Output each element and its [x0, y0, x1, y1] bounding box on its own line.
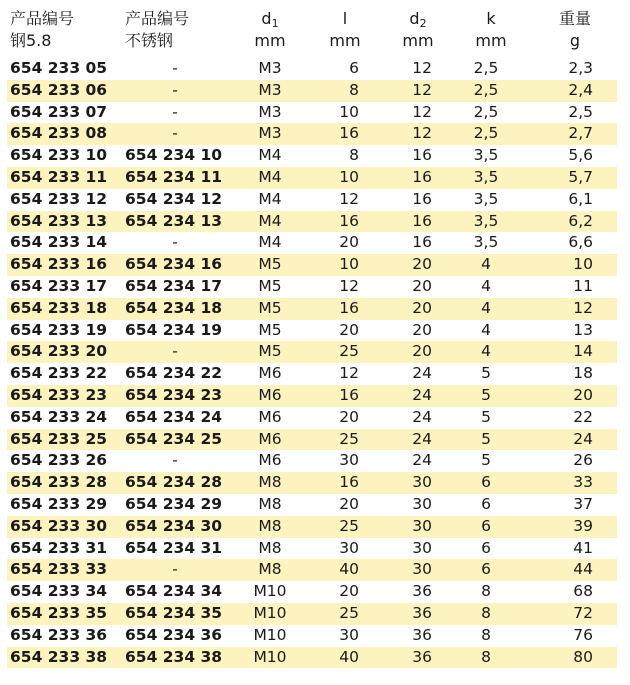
weight-cell: 76	[573, 625, 593, 644]
length-l-cell: 20	[339, 320, 359, 339]
table-row	[7, 341, 617, 363]
head-height-k-cell: 8	[481, 582, 491, 601]
article-number-stainless-cell: -	[172, 102, 178, 121]
article-number-steel-cell: 654 233 33	[10, 560, 108, 579]
thread-d1-cell: M4	[258, 168, 282, 186]
thread-d1-cell: M3	[258, 124, 282, 143]
head-height-k-cell: 6	[481, 495, 491, 513]
thread-d1-cell: M6	[258, 407, 282, 426]
thread-d1-cell: M8	[258, 538, 282, 557]
header-d1	[245, 8, 295, 52]
article-number-steel-cell: 654 233 23	[10, 386, 108, 404]
article-number-stainless-cell: -	[172, 342, 178, 361]
article-number-steel-cell: 654 233 16	[10, 255, 108, 274]
head-height-k-cell: 5	[481, 386, 491, 404]
article-number-steel-cell: 654 233 18	[10, 298, 108, 317]
weight-cell: 13	[573, 320, 593, 339]
table-row	[7, 123, 617, 145]
length-l-cell: 25	[339, 604, 359, 622]
length-l-cell: 8	[349, 146, 359, 165]
thread-d1-cell: M10	[253, 625, 287, 644]
header-k	[466, 8, 516, 52]
article-number-steel-cell: 654 233 31	[10, 538, 108, 557]
head-height-k-cell: 5	[481, 407, 491, 426]
article-number-steel-cell: 654 233 14	[10, 233, 108, 252]
diameter-d2-cell: 20	[412, 342, 432, 361]
article-number-stainless-cell: 654 234 29	[125, 495, 223, 513]
table-row	[7, 450, 617, 472]
header-article-steel-label: 产品编号	[10, 9, 75, 28]
diameter-d2-cell: 16	[412, 211, 432, 230]
diameter-d2-cell: 24	[412, 429, 432, 448]
head-height-k-cell: 6	[481, 560, 491, 579]
table-row	[7, 232, 617, 254]
length-l-cell: 10	[339, 102, 359, 121]
diameter-d2-cell: 20	[412, 298, 432, 317]
head-height-k-cell: 2,5	[473, 102, 499, 121]
thread-d1-cell: M6	[258, 451, 282, 470]
diameter-d2-cell: 36	[412, 647, 432, 666]
article-number-stainless-cell: 654 234 36	[125, 625, 223, 644]
table-row	[7, 102, 617, 124]
header-l-symbol: l	[342, 9, 348, 28]
weight-cell: 39	[573, 516, 593, 535]
header-d2	[393, 8, 443, 52]
diameter-d2-cell: 24	[412, 386, 432, 404]
thread-d1-cell: M4	[258, 146, 282, 165]
diameter-d2-cell: 36	[412, 604, 432, 622]
weight-cell: 11	[573, 277, 593, 295]
thread-d1-cell: M4	[258, 211, 282, 230]
article-number-steel-cell: 654 233 07	[10, 102, 108, 121]
header-article-steel-material: 钢5.8	[10, 31, 52, 50]
article-number-steel-cell: 654 233 11	[10, 168, 108, 186]
weight-cell: 24	[573, 429, 593, 448]
diameter-d2-cell: 12	[412, 124, 432, 143]
article-number-steel-cell: 654 233 08	[10, 124, 108, 143]
length-l-cell: 12	[339, 364, 359, 383]
weight-cell: 18	[573, 364, 593, 383]
article-number-stainless-cell: 654 234 16	[125, 255, 223, 274]
weight-cell: 6,6	[568, 233, 593, 252]
weight-cell: 41	[573, 538, 593, 557]
article-number-stainless-cell: 654 234 19	[125, 320, 223, 339]
diameter-d2-cell: 30	[412, 473, 432, 492]
diameter-d2-cell: 24	[412, 364, 432, 383]
diameter-d2-cell: 36	[412, 625, 432, 644]
diameter-d2-cell: 12	[412, 102, 432, 121]
head-height-k-cell: 2,5	[473, 124, 499, 143]
diameter-d2-cell: 30	[412, 495, 432, 513]
head-height-k-cell: 6	[481, 516, 491, 535]
table-row	[7, 167, 617, 189]
table-row	[7, 581, 617, 603]
article-number-stainless-cell: 654 234 22	[125, 364, 223, 383]
article-number-steel-cell: 654 233 35	[10, 604, 108, 622]
length-l-cell: 10	[339, 168, 359, 186]
article-number-steel-cell: 654 233 19	[10, 320, 108, 339]
head-height-k-cell: 8	[481, 647, 491, 666]
article-number-stainless-cell: 654 234 30	[125, 516, 223, 535]
thread-d1-cell: M3	[258, 102, 282, 121]
weight-cell: 2,3	[568, 59, 593, 77]
weight-cell: 72	[573, 604, 593, 622]
header-d1-subscript: 1	[271, 17, 279, 30]
article-number-steel-cell: 654 233 26	[10, 451, 108, 470]
diameter-d2-cell: 36	[412, 582, 432, 601]
length-l-cell: 30	[339, 625, 359, 644]
head-height-k-cell: 2,5	[473, 59, 499, 77]
diameter-d2-cell: 16	[412, 189, 432, 208]
header-article-steel	[10, 8, 74, 52]
weight-cell: 2,5	[568, 102, 593, 121]
head-height-k-cell: 3,5	[473, 211, 499, 230]
article-number-stainless-cell: 654 234 17	[125, 277, 223, 295]
table-row	[7, 603, 617, 625]
thread-d1-cell: M10	[253, 647, 287, 666]
length-l-cell: 10	[339, 255, 359, 274]
table-row	[7, 647, 617, 669]
article-number-steel-cell: 654 233 28	[10, 473, 108, 492]
head-height-k-cell: 3,5	[473, 146, 499, 165]
table-row	[7, 276, 617, 298]
weight-cell: 5,7	[568, 168, 593, 186]
length-l-cell: 12	[339, 189, 359, 208]
length-l-cell: 8	[349, 80, 359, 99]
length-l-cell: 16	[339, 386, 359, 404]
header-weight	[545, 8, 605, 52]
length-l-cell: 20	[339, 233, 359, 252]
table-row	[7, 320, 617, 342]
article-number-stainless-cell: 654 234 38	[125, 647, 223, 666]
diameter-d2-cell: 16	[412, 233, 432, 252]
thread-d1-cell: M5	[258, 277, 282, 295]
thread-d1-cell: M4	[258, 233, 282, 252]
head-height-k-cell: 5	[481, 451, 491, 470]
article-number-steel-cell: 654 233 12	[10, 189, 108, 208]
weight-cell: 2,4	[568, 80, 593, 99]
length-l-cell: 25	[339, 342, 359, 361]
head-height-k-cell: 3,5	[473, 189, 499, 208]
header-l	[320, 8, 370, 52]
table-header	[0, 8, 630, 58]
article-number-steel-cell: 654 233 17	[10, 277, 108, 295]
table-row	[7, 407, 617, 429]
diameter-d2-cell: 12	[412, 59, 432, 77]
table-row	[7, 538, 617, 560]
table-row	[7, 254, 617, 276]
diameter-d2-cell: 12	[412, 80, 432, 99]
article-number-steel-cell: 654 233 30	[10, 516, 108, 535]
article-number-stainless-cell: -	[172, 124, 178, 143]
article-number-stainless-cell: 654 234 35	[125, 604, 223, 622]
thread-d1-cell: M8	[258, 560, 282, 579]
length-l-cell: 25	[339, 429, 359, 448]
article-number-steel-cell: 654 233 36	[10, 625, 108, 644]
article-number-stainless-cell: -	[172, 80, 178, 99]
article-number-steel-cell: 654 233 29	[10, 495, 108, 513]
length-l-cell: 30	[339, 451, 359, 470]
table-row	[7, 211, 617, 233]
weight-cell: 68	[573, 582, 593, 601]
diameter-d2-cell: 20	[412, 255, 432, 274]
head-height-k-cell: 3,5	[473, 233, 499, 252]
diameter-d2-cell: 24	[412, 407, 432, 426]
thread-d1-cell: M5	[258, 320, 282, 339]
head-height-k-cell: 5	[481, 364, 491, 383]
thread-d1-cell: M10	[253, 582, 287, 601]
thread-d1-cell: M5	[258, 255, 282, 274]
thread-d1-cell: M6	[258, 364, 282, 383]
thread-d1-cell: M5	[258, 342, 282, 361]
weight-cell: 10	[573, 255, 593, 274]
weight-cell: 22	[573, 407, 593, 426]
thread-d1-cell: M8	[258, 516, 282, 535]
length-l-cell: 16	[339, 124, 359, 143]
article-number-stainless-cell: 654 234 25	[125, 429, 223, 448]
article-number-stainless-cell: 654 234 18	[125, 298, 223, 317]
header-weight-label: 重量	[558, 9, 591, 28]
table-row	[7, 559, 617, 581]
weight-cell: 12	[573, 298, 593, 317]
length-l-cell: 20	[339, 495, 359, 513]
head-height-k-cell: 3,5	[473, 168, 499, 186]
table-row	[7, 363, 617, 385]
header-k-symbol: k	[486, 9, 496, 28]
head-height-k-cell: 5	[481, 429, 491, 448]
header-d2-unit: mm	[402, 31, 434, 50]
thread-d1-cell: M10	[253, 604, 287, 622]
length-l-cell: 16	[339, 298, 359, 317]
head-height-k-cell: 4	[481, 298, 491, 317]
article-number-steel-cell: 654 233 38	[10, 647, 108, 666]
table-row	[7, 516, 617, 538]
weight-cell: 37	[573, 495, 593, 513]
article-number-steel-cell: 654 233 20	[10, 342, 108, 361]
article-number-stainless-cell: 654 234 12	[125, 189, 223, 208]
length-l-cell: 12	[339, 277, 359, 295]
article-number-stainless-cell: -	[172, 451, 178, 470]
diameter-d2-cell: 30	[412, 538, 432, 557]
article-number-steel-cell: 654 233 06	[10, 80, 108, 99]
weight-cell: 2,7	[568, 124, 593, 143]
article-number-stainless-cell: 654 234 11	[125, 168, 223, 186]
article-number-stainless-cell: 654 234 34	[125, 582, 223, 601]
article-number-stainless-cell: -	[172, 59, 178, 77]
thread-d1-cell: M5	[258, 298, 282, 317]
article-number-stainless-cell: 654 234 24	[125, 407, 223, 426]
thread-d1-cell: M6	[258, 386, 282, 404]
length-l-cell: 16	[339, 473, 359, 492]
article-number-steel-cell: 654 233 25	[10, 429, 108, 448]
length-l-cell: 40	[339, 647, 359, 666]
table-row	[7, 472, 617, 494]
diameter-d2-cell: 24	[412, 451, 432, 470]
length-l-cell: 20	[339, 407, 359, 426]
article-number-stainless-cell: 654 234 23	[125, 386, 223, 404]
article-number-steel-cell: 654 233 24	[10, 407, 108, 426]
length-l-cell: 30	[339, 538, 359, 557]
article-number-stainless-cell: 654 234 13	[125, 211, 223, 230]
length-l-cell: 6	[349, 59, 359, 77]
table-row	[7, 385, 617, 407]
article-number-steel-cell: 654 233 22	[10, 364, 108, 383]
head-height-k-cell: 8	[481, 604, 491, 622]
article-number-steel-cell: 654 233 10	[10, 146, 108, 165]
diameter-d2-cell: 30	[412, 516, 432, 535]
head-height-k-cell: 4	[481, 255, 491, 274]
article-number-stainless-cell: -	[172, 233, 178, 252]
head-height-k-cell: 4	[481, 277, 491, 295]
header-article-stainless-material: 不锈钢	[125, 31, 174, 50]
header-l-unit: mm	[329, 31, 361, 50]
article-number-steel-cell: 654 233 34	[10, 582, 108, 601]
article-number-stainless-cell: 654 234 28	[125, 473, 223, 492]
thread-d1-cell: M3	[258, 80, 282, 99]
thread-d1-cell: M3	[258, 59, 282, 77]
head-height-k-cell: 6	[481, 538, 491, 557]
header-d2-symbol: d	[409, 9, 420, 28]
weight-cell: 26	[573, 451, 593, 470]
article-number-stainless-cell: -	[172, 560, 178, 579]
diameter-d2-cell: 16	[412, 146, 432, 165]
header-k-unit: mm	[475, 31, 507, 50]
head-height-k-cell: 4	[481, 342, 491, 361]
weight-cell: 44	[573, 560, 593, 579]
thread-d1-cell: M4	[258, 189, 282, 208]
head-height-k-cell: 6	[481, 473, 491, 492]
header-weight-unit: g	[569, 31, 581, 50]
weight-cell: 14	[573, 342, 593, 361]
header-article-stainless	[125, 8, 189, 52]
weight-cell: 20	[573, 386, 593, 404]
header-d1-symbol: d	[261, 9, 272, 28]
table-row	[7, 625, 617, 647]
table-row	[7, 80, 617, 102]
article-number-steel-cell: 654 233 13	[10, 211, 108, 230]
article-number-steel-cell: 654 233 05	[10, 59, 108, 77]
table-row	[7, 298, 617, 320]
length-l-cell: 16	[339, 211, 359, 230]
head-height-k-cell: 4	[481, 320, 491, 339]
weight-cell: 33	[573, 473, 593, 492]
table-row	[7, 494, 617, 516]
head-height-k-cell: 2,5	[473, 80, 499, 99]
header-d1-unit: mm	[254, 31, 286, 50]
thread-d1-cell: M8	[258, 473, 282, 492]
diameter-d2-cell: 16	[412, 168, 432, 186]
header-d2-subscript: 2	[419, 17, 427, 30]
table-row	[7, 189, 617, 211]
article-number-stainless-cell: 654 234 10	[125, 146, 223, 165]
length-l-cell: 40	[339, 560, 359, 579]
head-height-k-cell: 8	[481, 625, 491, 644]
weight-cell: 80	[573, 647, 593, 666]
table-row	[7, 145, 617, 167]
weight-cell: 6,2	[568, 211, 593, 230]
weight-cell: 6,1	[568, 189, 593, 208]
thread-d1-cell: M8	[258, 495, 282, 513]
length-l-cell: 20	[339, 582, 359, 601]
diameter-d2-cell: 20	[412, 277, 432, 295]
length-l-cell: 25	[339, 516, 359, 535]
weight-cell: 5,6	[568, 146, 593, 165]
diameter-d2-cell: 20	[412, 320, 432, 339]
diameter-d2-cell: 30	[412, 560, 432, 579]
header-article-stainless-label: 产品编号	[125, 9, 190, 28]
table-row	[7, 58, 617, 80]
table-row	[7, 429, 617, 451]
article-number-stainless-cell: 654 234 31	[125, 538, 223, 557]
thread-d1-cell: M6	[258, 429, 282, 448]
